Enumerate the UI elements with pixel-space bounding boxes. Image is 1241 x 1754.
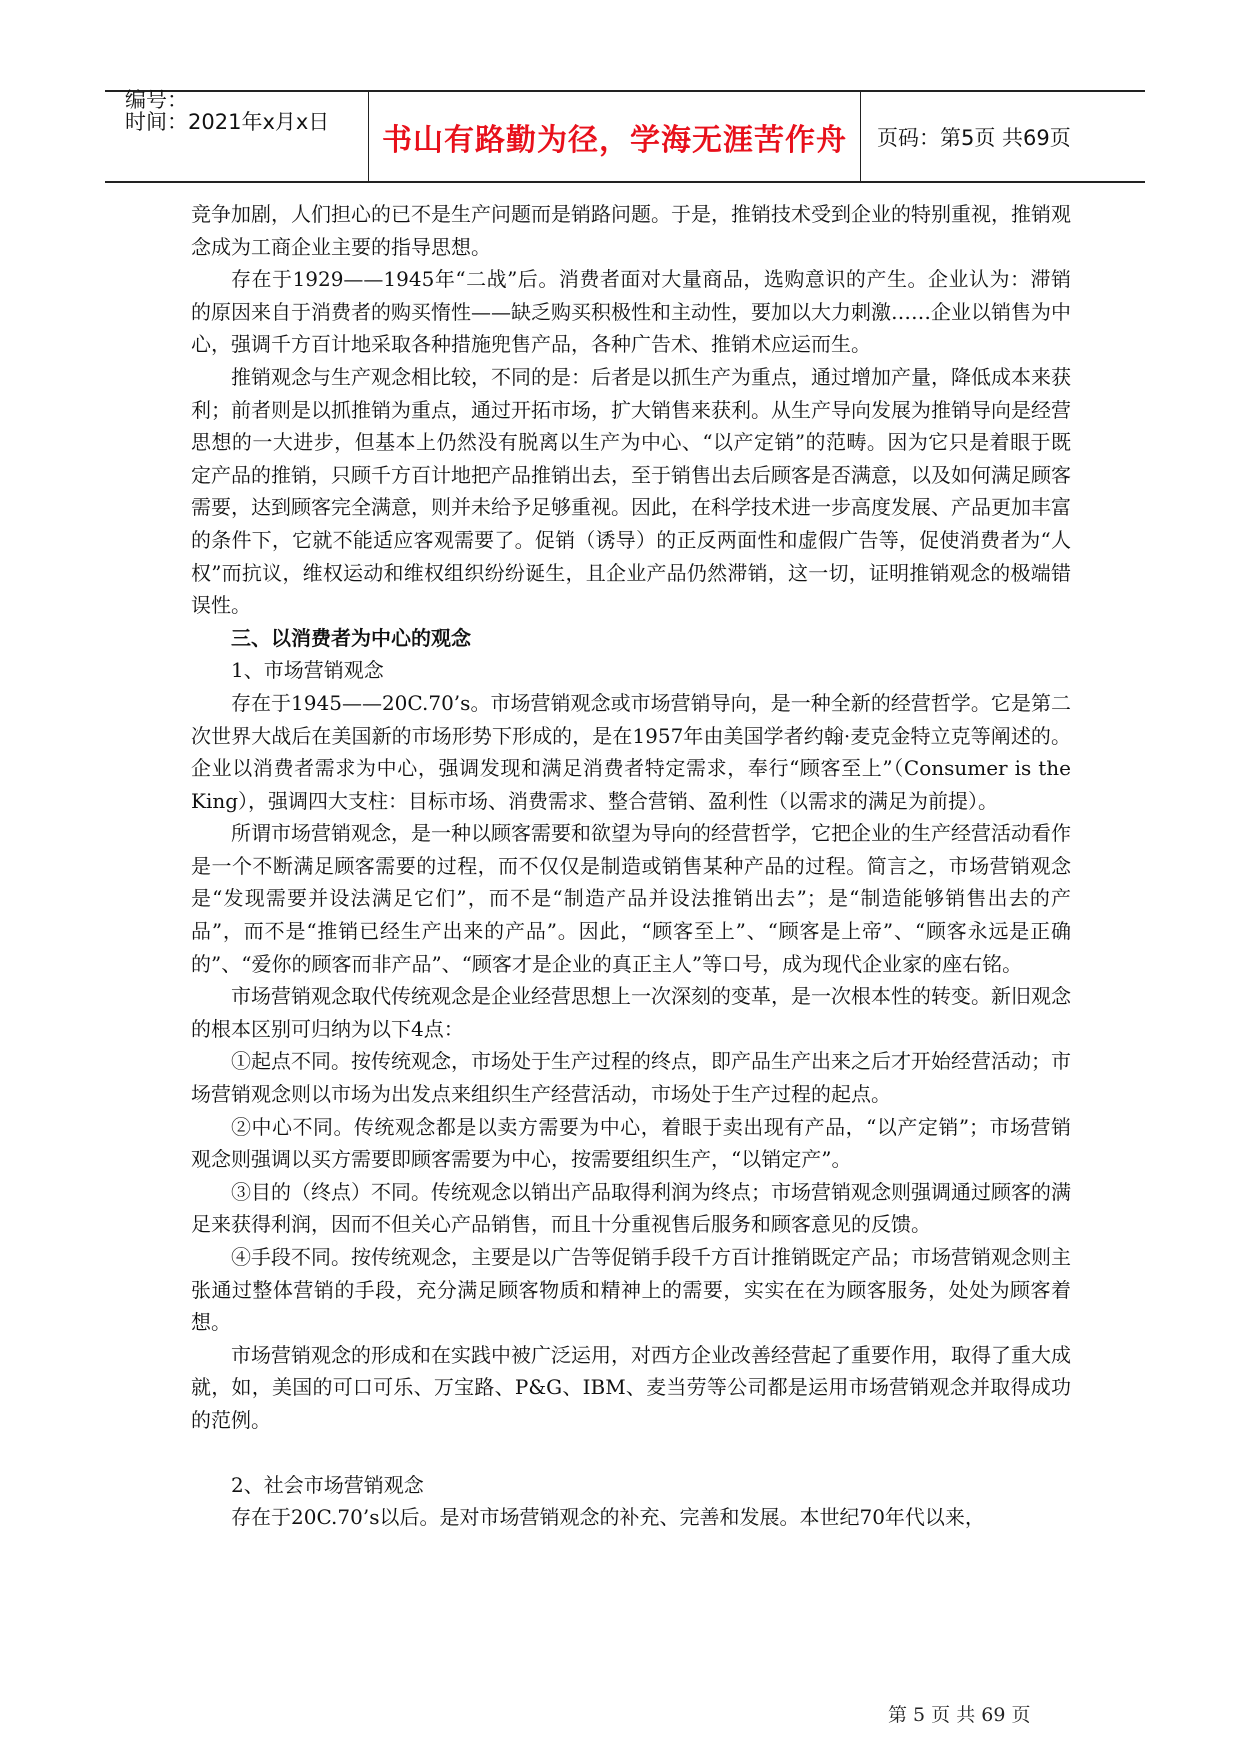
list-item: ③目的（终点）不同。传统观念以销出产品取得利润为终点；市场营销观念则强调通过顾客的满足来获得利润，因而不但关心产品销售，而且十分重视售后服务和顾客意见的反馈。 xyxy=(191,1179,1071,1237)
subsection-heading: 2、社会市场营销观念 xyxy=(231,1472,424,1497)
page-header xyxy=(105,90,1145,183)
document-body xyxy=(191,198,1071,1534)
paragraph: 市场营销观念的形成和在实践中被广泛运用，对西方企业改善经营起了重要作用，取得了重大成就，如，美国的可口可乐、万宝路、P&G、IBM、麦当劳等公司都是运用市场营销观念并取得成功的范例。 xyxy=(191,1342,1071,1432)
paragraph: 存在于1929——1945年“二战”后。消费者面对大量商品，选购意识的产生。企业认为：滞销的原因来自于消费者的购买惰性——缺乏购买积极性和主动性，要加以大力刺激……企业以销售为中心，强调千方百计地采取各种措施兜售产品，各种广告术、推销术应运而生。 xyxy=(191,267,1071,357)
paragraph: 市场营销观念取代传统观念是企业经营思想上一次深刻的变革，是一次根本性的转变。新旧观念的根本区别可归纳为以下4点： xyxy=(191,984,1071,1041)
section-heading: 三、以消费者为中心的观念 xyxy=(231,625,471,650)
page-footer: 第 5 页 共 69 页 xyxy=(888,1704,1031,1726)
list-item: ①起点不同。按传统观念，市场处于生产过程的终点，即产品生产出来之后才开始经营活动；市场营销观念则以市场为出发点来组织生产经营活动，市场处于生产过程的起点。 xyxy=(191,1049,1071,1107)
paragraph: 竞争加剧，人们担心的已不是生产问题而是销路问题。于是，推销技术受到企业的特别重视，推销观念成为工商企业主要的指导思想。 xyxy=(191,202,1071,259)
header-motto: 书山有路勤为径，学海无涯苦作舟 xyxy=(382,122,847,158)
paragraph: 推销观念与生产观念相比较，不同的是：后者是以抓生产为重点，通过增加产量，降低成本来获利；前者则是以抓推销为重点，通过开拓市场，扩大销售来获利。从生产导向发展为推销导向是经营思想的一大进步，但基本上仍然没有脱离以生产为中心、“以产定销”的范畴。因为它只是着眼于既定产品的推销，只顾千方百计地把产品推销出去，至于销售出去后顾客是否满意，以及如何满足顾客需要，达到顾客完全满意，则并未给予足够重视。因此，在科学技术进一步高度发展、产品更加丰富的条件下，它就不能适应客观需要了。促销（诱导）的正反两面性和虚假广告等，促使消费者为“人权”而抗议，维权运动和维权组织纷纷诞生，且企业产品仍然滞销，这一切，证明推销观念的极端错误性。 xyxy=(191,364,1071,618)
list-item: ④手段不同。按传统观念，主要是以广告等促销手段千方百计推销既定产品；市场营销观念则主张通过整体营销的手段，充分满足顾客物质和精神上的需要，实实在在为顾客服务，处处为顾客着想。 xyxy=(191,1245,1071,1335)
paragraph: 存在于1945——20C.70’s。市场营销观念或市场营销导向，是一种全新的经营哲学。它是第二次世界大战后在美国新的市场形势下形成的，是在1957年由美国学者约翰·麦克金特立克等阐述的。企业以消费者需求为中心，强调发现和满足消费者特定需求，奉行“顾客至上”（Consumer is the King），强调四大支柱：目标市场、消费需求、整合营销、盈利性（以需求的满足为前提）。 xyxy=(191,690,1071,813)
list-item: ②中心不同。传统观念都是以卖方需要为中心，着眼于卖出现有产品，“以产定销”；市场营销观念则强调以买方需要即顾客需要为中心，按需要组织生产，“以销定产”。 xyxy=(191,1114,1071,1172)
blank-line xyxy=(191,1437,1071,1469)
paragraph: 所谓市场营销观念，是一种以顾客需要和欲望为导向的经营哲学，它把企业的生产经营活动看作是一个不断满足顾客需要的过程，而不仅仅是制造或销售某种产品的过程。简言之，市场营销观念是“发现需要并设法满足它们”，而不是“制造产品并设法推销出去”；是“制造能够销售出去的产品”，而不是“推销已经生产出来的产品”。因此，“顾客至上”、“顾客是上帝”、“顾客永远是正确的”、“爱你的顾客而非产品”、“顾客才是企业的真正主人”等口号，成为现代企业家的座右铭。 xyxy=(191,821,1071,976)
header-meta xyxy=(115,88,375,181)
subsection-heading: 1、市场营销观念 xyxy=(231,658,384,683)
paragraph: 存在于20C.70’s以后。是对市场营销观念的补充、完善和发展。本世纪70年代以来， xyxy=(231,1505,985,1530)
serial-number-label: 编号： xyxy=(125,88,188,112)
time-label: 时间：2021年x月x日 xyxy=(125,110,330,134)
header-page-info: 页码：第5页 共69页 xyxy=(877,125,1071,150)
